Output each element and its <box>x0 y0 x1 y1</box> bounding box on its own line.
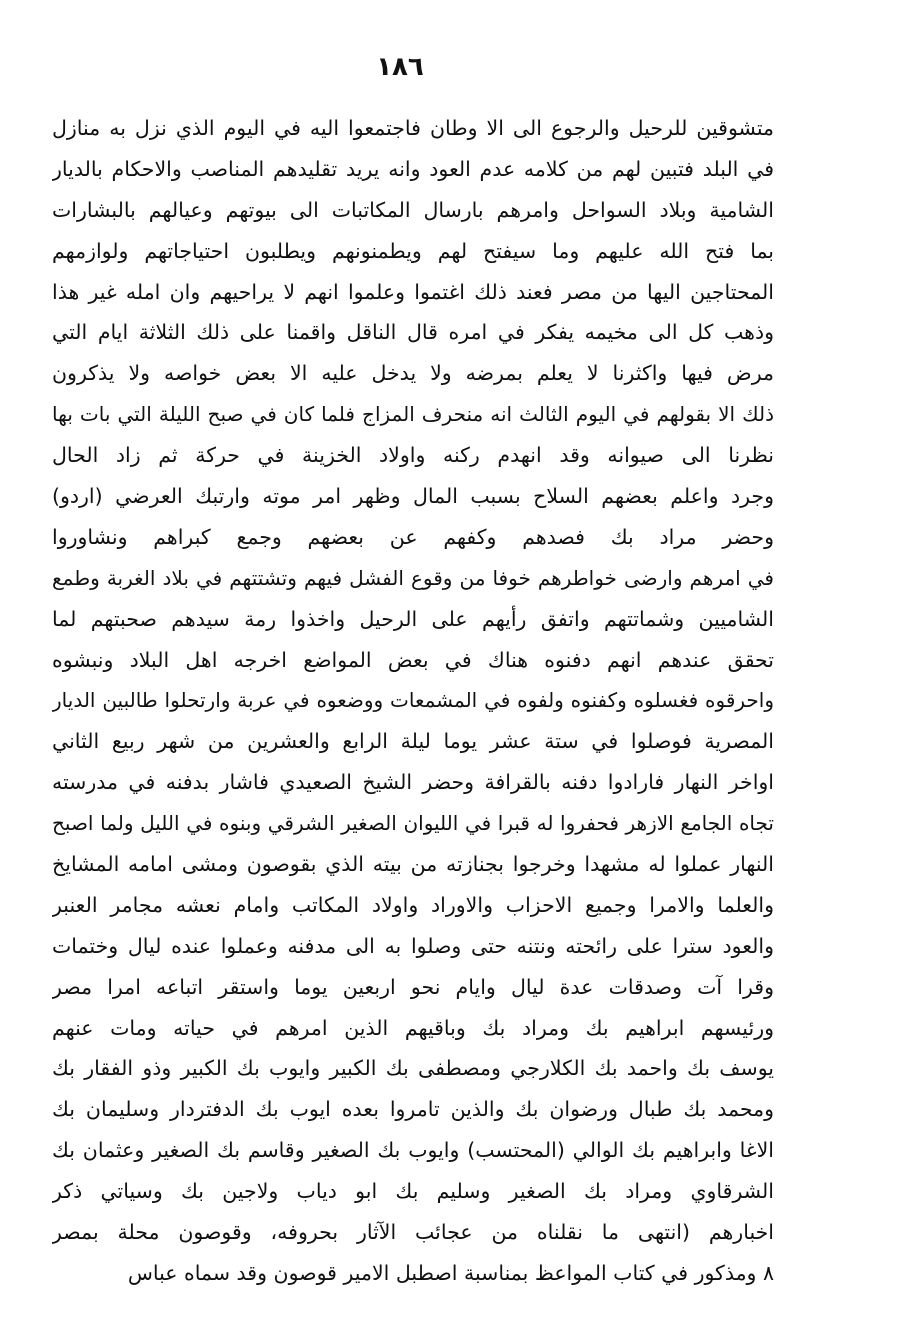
text-line: مرض فيها واكثرنا لا يعلم بمرضه ولا يدخل عليه الا بعض خواصه ولا يذكرون <box>52 361 774 386</box>
text-line: المحتاجين اليها من مصر فعند ذلك اغتموا وعلموا انهم لا يراحيهم وان امله غير هذا <box>52 279 774 304</box>
text-line: وحضر مراد بك فصدهم وكفهم عن بعضهم وجمع كبراهم ونشاوروا <box>52 524 774 549</box>
page-number: ١٨٦ <box>376 52 424 82</box>
body-text <box>52 108 774 1294</box>
text-line: اخبارهم (انتهى ما نقلناه من عجائب الآثار بحروفه، وقوصون محلة بمصر <box>52 1220 774 1245</box>
text-line: ورئيسهم ابراهيم بك ومراد بك وباقيهم الذين امرهم في حياته ومات عنهم <box>52 1015 774 1040</box>
text-line: والعود سترا على رائحته ونتنه حتى وصلوا به الى مدفنه وعملوا عنده ليال وختمات <box>52 933 774 958</box>
text-line: في البلد فتبين لهم من كلامه عدم العود وانه يريد تقليدهم المناصب والاحكام بالديار <box>52 156 774 181</box>
text-line: اواخر النهار فارادوا دفنه بالقرافة وحضر الشيخ الصعيدي فاشار بدفنه في مدرسته <box>52 770 774 795</box>
text-line: الشامية وبلاد السواحل وامرهم بارسال المكاتبات الى بيوتهم وعيالهم بالبشارات <box>52 197 774 222</box>
text-line: الشاميين وشماتتهم واتفق رأيهم على الرحيل واخذوا رمة سيدهم صحبتهم لما <box>52 606 774 631</box>
text-line: ومحمد بك طبال ورضوان بك والذين تامروا بعده ايوب بك الدفتردار وسليمان بك <box>52 1097 774 1122</box>
text-line: وقرا آت وصدقات عدة ليال وايام نحو اربعين يوما واستقر اتباعه امرا مصر <box>52 974 774 999</box>
text-line: تحقق عندهم انهم دفنوه هناك في بعض المواضع اخرجه اهل البلاد ونبشوه <box>52 647 774 672</box>
text-line: والعلما والامرا وجميع الاحزاب والاوراد واولاد المكاتب وامام نعشه مجامر العنبر <box>52 892 774 917</box>
text-line: واحرقوه فغسلوه وكفنوه ولفوه في المشمعات ووضعوه في عربة وارتحلوا طالبين الديار <box>52 688 774 713</box>
text-line: المصرية فوصلوا في ستة عشر يوما ليلة الرابع والعشرين من شهر ربيع الثاني <box>52 729 774 754</box>
text-line: ذلك الا بقولهم في اليوم الثالث انه منحرف المزاج فلما كان في صبح الليلة التي بات بها <box>52 402 774 427</box>
text-line: تجاه الجامع الازهر فحفروا له قبرا في الليوان الصغير الشرقي وبنوه في الليل ولما اصبح <box>52 811 774 836</box>
text-line: الشرقاوي ومراد بك الصغير وسليم بك ابو دياب ولاجين بك وسياتي ذكر <box>52 1179 774 1204</box>
text-line: وجرد واعلم بعضهم السلاح بسبب المال وظهر امر موته وارتبك العرضي (اردو) <box>52 484 774 509</box>
text-line: يوسف بك واحمد بك الكلارجي ومصطفى بك الكبير وايوب بك الكبير وذو الفقار بك <box>52 1056 774 1081</box>
text-line: الاغا وابراهيم بك الوالي (المحتسب) وايوب بك الصغير وقاسم بك الصغير وعثمان بك <box>52 1138 774 1163</box>
text-line: نظرنا الى صيوانه وقد انهدم ركنه واولاد الخزينة في حركة ثم زاد الحال <box>52 443 774 468</box>
text-line: ٨ ومذكور في كتاب المواعظ بمناسبة اصطبل الامير قوصون وقد سماه عباس <box>127 1260 774 1285</box>
text-line: وذهب كل الى مخيمه يفكر في امره قال الناقل واقمنا على ذلك الثلاثة ايام التي <box>52 320 774 345</box>
text-line: في امرهم وارضى خواطرهم خوفا من وقوع الفشل فيهم وتشتتهم في بلاد الغربة وطمع <box>52 565 774 590</box>
text-line: متشوقين للرحيل والرجوع الى الا وطان فاجتمعوا اليه في اليوم الذي نزل به منازل <box>52 116 774 140</box>
text-line: النهار عملوا له مشهدا وخرجوا بجنازته من بيته الذي بقوصون ومشى امامه المشايخ <box>52 852 774 877</box>
text-line: بما فتح الله عليهم وما سيفتح لهم ويطمنونهم ويطلبون احتياجاتهم ولوازمهم <box>52 238 774 263</box>
